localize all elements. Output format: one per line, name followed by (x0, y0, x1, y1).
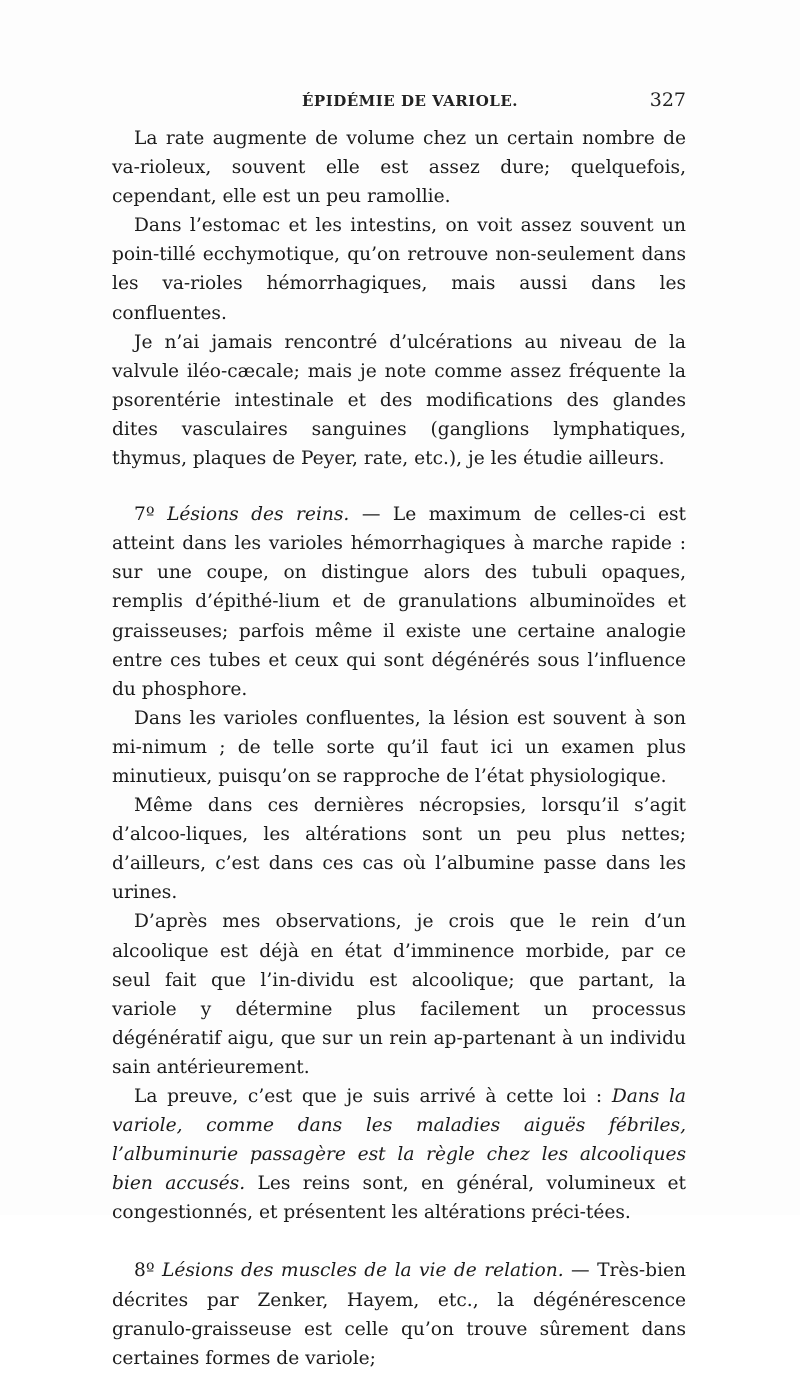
paragraph-necropsies: Même dans ces dernières nécropsies, lorsqu’il s’agit d’alcoo-liques, les altérations sont un peu plus nettes; d’ailleurs, c’est dans ces cas où l’albumine passe dans les urines. (112, 795, 686, 904)
section-8-dash: — (563, 1260, 598, 1282)
paragraph-ulcerations: Je n’ai jamais rencontré d’ulcérations au niveau de la valvule iléo-cæcale; mais je note comme assez fréquente la psorentérie intestinale et des modifications des glandes dites vasculaires sanguines (ganglions lymphatiques, thymus, plaques de Peyer, rate, etc.), je les étudie ailleurs. (112, 331, 686, 470)
section-7-dash: — (349, 504, 393, 526)
section-7-title: Lésions des reins. (167, 504, 350, 526)
proof-intro: La preuve, c’est que je suis arrivé à cette loi : (134, 1086, 612, 1107)
section-8-paragraph (112, 1256, 686, 1372)
body-text (112, 124, 686, 1373)
section-7-paragraph (112, 500, 686, 704)
section-7-number: 7º (134, 504, 155, 526)
page-number: 327 (649, 89, 686, 111)
section-7-text: Le maximum de celles-ci est atteint dans les varioles hémorrhagiques à marche rapide : sur une coupe, on distingue alors des tubuli opaques, remplis d’épithé-lium et de granulations albuminoïdes et graisseuses; parfois même il existe une certaine analogie entre ces tubes et ceux qui sont dégénérés sous l’influence du phosphore. (112, 504, 687, 700)
paragraph-observations: D’après mes observations, je crois que le rein d’un alcoolique est déjà en état d’imminence morbide, par ce seul fait que l’in-dividu est alcoolique; que partant, la variole y détermine plus facilement un processus dégénératif aigu, que sur un rein ap-partenant à un individu sain antérieurement. (112, 911, 686, 1078)
section-8-text: Très-bien décrites par Zenker, Hayem, etc., la dégénérescence granulo-graisseuse est celle qu’on trouve sûrement dans certaines formes de variole; (112, 1260, 687, 1369)
proof-rest: Les reins sont, en général, volumineux et congestionnés, et présentent les altérations préci-tées. (112, 1173, 686, 1224)
proof-law: Dans la variole, comme dans les maladies aiguës fébriles, l’albuminurie passagère est la règle chez les alcooliques bien accusés. (112, 1086, 686, 1195)
running-header (112, 89, 686, 116)
paragraph-confluent: Dans les varioles confluentes, la lésion est souvent à son mi-nimum ; de telle sorte qu’il faut ici un examen plus minutieux, puisqu’on se rapproche de l’état physiologique. (112, 707, 686, 787)
paragraph-stomach: Dans l’estomac et les intestins, on voit assez souvent un poin-tillé ecchymotique, qu’on retrouve non-seulement dans les va-rioles hémorrhagiques, mais aussi dans les confluentes. (112, 215, 686, 324)
paragraph-spleen: La rate augmente de volume chez un certain nombre de va-rioleux, souvent elle est assez dure; quelquefois, cependant, elle est un peu ramollie. (112, 128, 686, 208)
paragraph-proof (112, 1082, 686, 1227)
section-8-number: 8º (134, 1260, 155, 1282)
running-title: ÉPIDÉMIE DE VARIOLE. (302, 92, 518, 110)
section-8-title: Lésions des muscles de la vie de relation. (162, 1260, 564, 1282)
